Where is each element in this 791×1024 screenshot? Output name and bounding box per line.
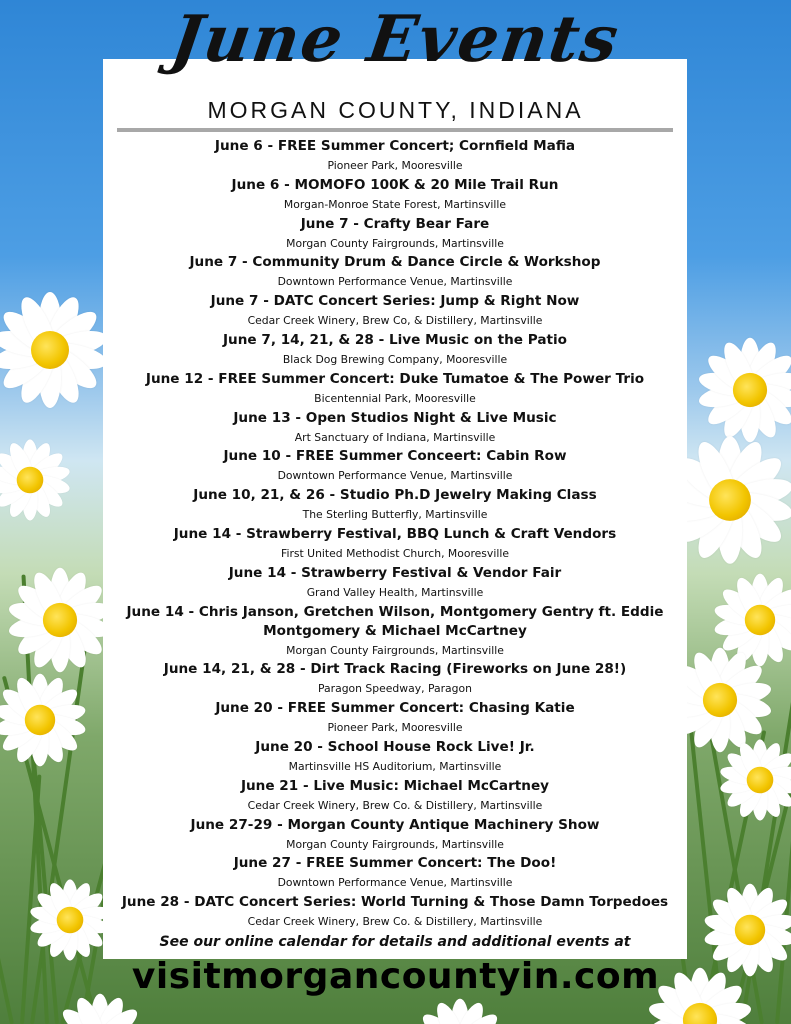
event-title: June 14 - Chris Janson, Gretchen Wilson, Montgomery Gentry ft. Eddie Montgomery & Michael McCartney (126, 603, 664, 639)
calendar-note: See our online calendar for details and additional events at (159, 934, 631, 950)
daisy-icon (696, 336, 791, 444)
event-item (103, 447, 687, 486)
event-title: June 7 - Crafty Bear Fare (300, 215, 490, 232)
event-item (103, 816, 687, 855)
event-title: June 7 - DATC Concert Series: Jump & Right Now (210, 293, 580, 310)
event-title: June 10 - FREE Summer Conceert: Cabin Row (223, 448, 567, 465)
event-item (103, 660, 687, 699)
page-subtitle: MORGAN COUNTY, INDIANA (207, 97, 584, 123)
event-item (103, 777, 687, 816)
event-item (103, 525, 687, 564)
event-item (103, 370, 687, 409)
event-item (103, 699, 687, 738)
event-venue: Paragon Speedway, Paragon (318, 682, 472, 696)
event-title: June 14 - Strawberry Festival & Vendor Fair (228, 564, 562, 581)
event-title: June 12 - FREE Summer Concert: Duke Tumatoe & The Power Trio (145, 370, 645, 387)
event-venue: The Sterling Butterfly, Martinsville (302, 508, 488, 522)
daisy-icon (718, 738, 791, 822)
event-title: June 14, 21, & 28 - Dirt Track Racing (Fireworks on June 28!) (163, 661, 627, 678)
event-venue: Cedar Creek Winery, Brew Co, & Distillery, Martinsville (247, 314, 543, 328)
event-venue: Pioneer Park, Mooresville (327, 159, 463, 172)
daisy-icon (6, 566, 114, 674)
event-item (103, 253, 687, 292)
page-title: June Events (166, 2, 625, 77)
event-title: June 7 - Community Drum & Dance Circle & Workshop (189, 254, 601, 271)
event-venue: Art Sanctuary of Indiana, Martinsville (294, 430, 496, 444)
event-venue: Downtown Performance Venue, Martinsville (277, 469, 513, 483)
event-list (103, 137, 687, 932)
event-item (103, 564, 687, 603)
event-item (103, 215, 687, 254)
event-title: June 10, 21, & 26 - Studio Ph.D Jewelry Making Class (193, 487, 597, 504)
event-item (103, 603, 687, 661)
event-item (103, 486, 687, 525)
event-venue: Morgan County Fairgrounds, Martinsville (286, 236, 504, 250)
event-venue: Morgan-Monroe State Forest, Martinsville (283, 197, 507, 211)
event-title: June 7, 14, 21, & 28 - Live Music on the Patio (223, 331, 567, 348)
event-item (103, 292, 687, 331)
event-item (103, 331, 687, 370)
event-title: June 28 - DATC Concert Series: World Turning & Those Damn Torpedoes (121, 894, 669, 911)
daisy-icon (0, 290, 110, 410)
event-title: June 20 - FREE Summer Concert: Chasing Katie (215, 700, 575, 717)
daisy-icon (0, 672, 88, 768)
event-title: June 6 - MOMOFO 100K & 20 Mile Trail Run (231, 176, 559, 193)
daisy-icon (412, 997, 508, 1024)
event-title: June 27-29 - Morgan County Antique Machinery Show (190, 816, 600, 833)
event-item (103, 176, 687, 215)
event-venue: First United Methodist Church, Mooresville (281, 546, 509, 560)
daisy-icon (28, 878, 112, 962)
divider (117, 128, 673, 132)
event-title: June 20 - School House Rock Live! Jr. (255, 738, 535, 755)
website-url[interactable]: visitmorgancountyin.com (131, 956, 660, 997)
event-venue: Martinsville HS Auditorium, Martinsville (288, 759, 502, 773)
event-venue: Cedar Creek Winery, Brew Co. & Distillery, Martinsville (247, 915, 543, 929)
event-title: June 13 - Open Studios Night & Live Music (233, 409, 557, 426)
event-venue: Pioneer Park, Mooresville (327, 721, 463, 735)
event-item (103, 738, 687, 777)
event-venue: Morgan County Fairgrounds, Martinsville (286, 837, 504, 851)
event-title: June 21 - Live Music: Michael McCartney (240, 777, 550, 794)
event-venue: Morgan County Fairgrounds, Martinsville (286, 643, 504, 657)
event-title: June 14 - Strawberry Festival, BBQ Lunch & Craft Vendors (173, 525, 617, 542)
event-venue: Cedar Creek Winery, Brew Co. & Distillery, Martinsville (247, 798, 543, 812)
event-venue: Downtown Performance Venue, Martinsville (277, 275, 513, 289)
daisy-icon (0, 438, 72, 522)
event-title: June 27 - FREE Summer Concert: The Doo! (233, 855, 557, 872)
event-venue: Downtown Performance Venue, Martinsville (277, 876, 513, 890)
event-item (103, 854, 687, 893)
event-venue: Black Dog Brewing Company, Mooresville (282, 352, 508, 366)
event-item (103, 893, 687, 932)
event-item (103, 137, 687, 176)
event-venue: Grand Valley Health, Martinsville (306, 585, 484, 599)
event-item (103, 409, 687, 448)
event-title: June 6 - FREE Summer Concert; Cornfield Mafia (214, 138, 576, 154)
event-venue: Bicentennial Park, Mooresville (314, 391, 476, 405)
